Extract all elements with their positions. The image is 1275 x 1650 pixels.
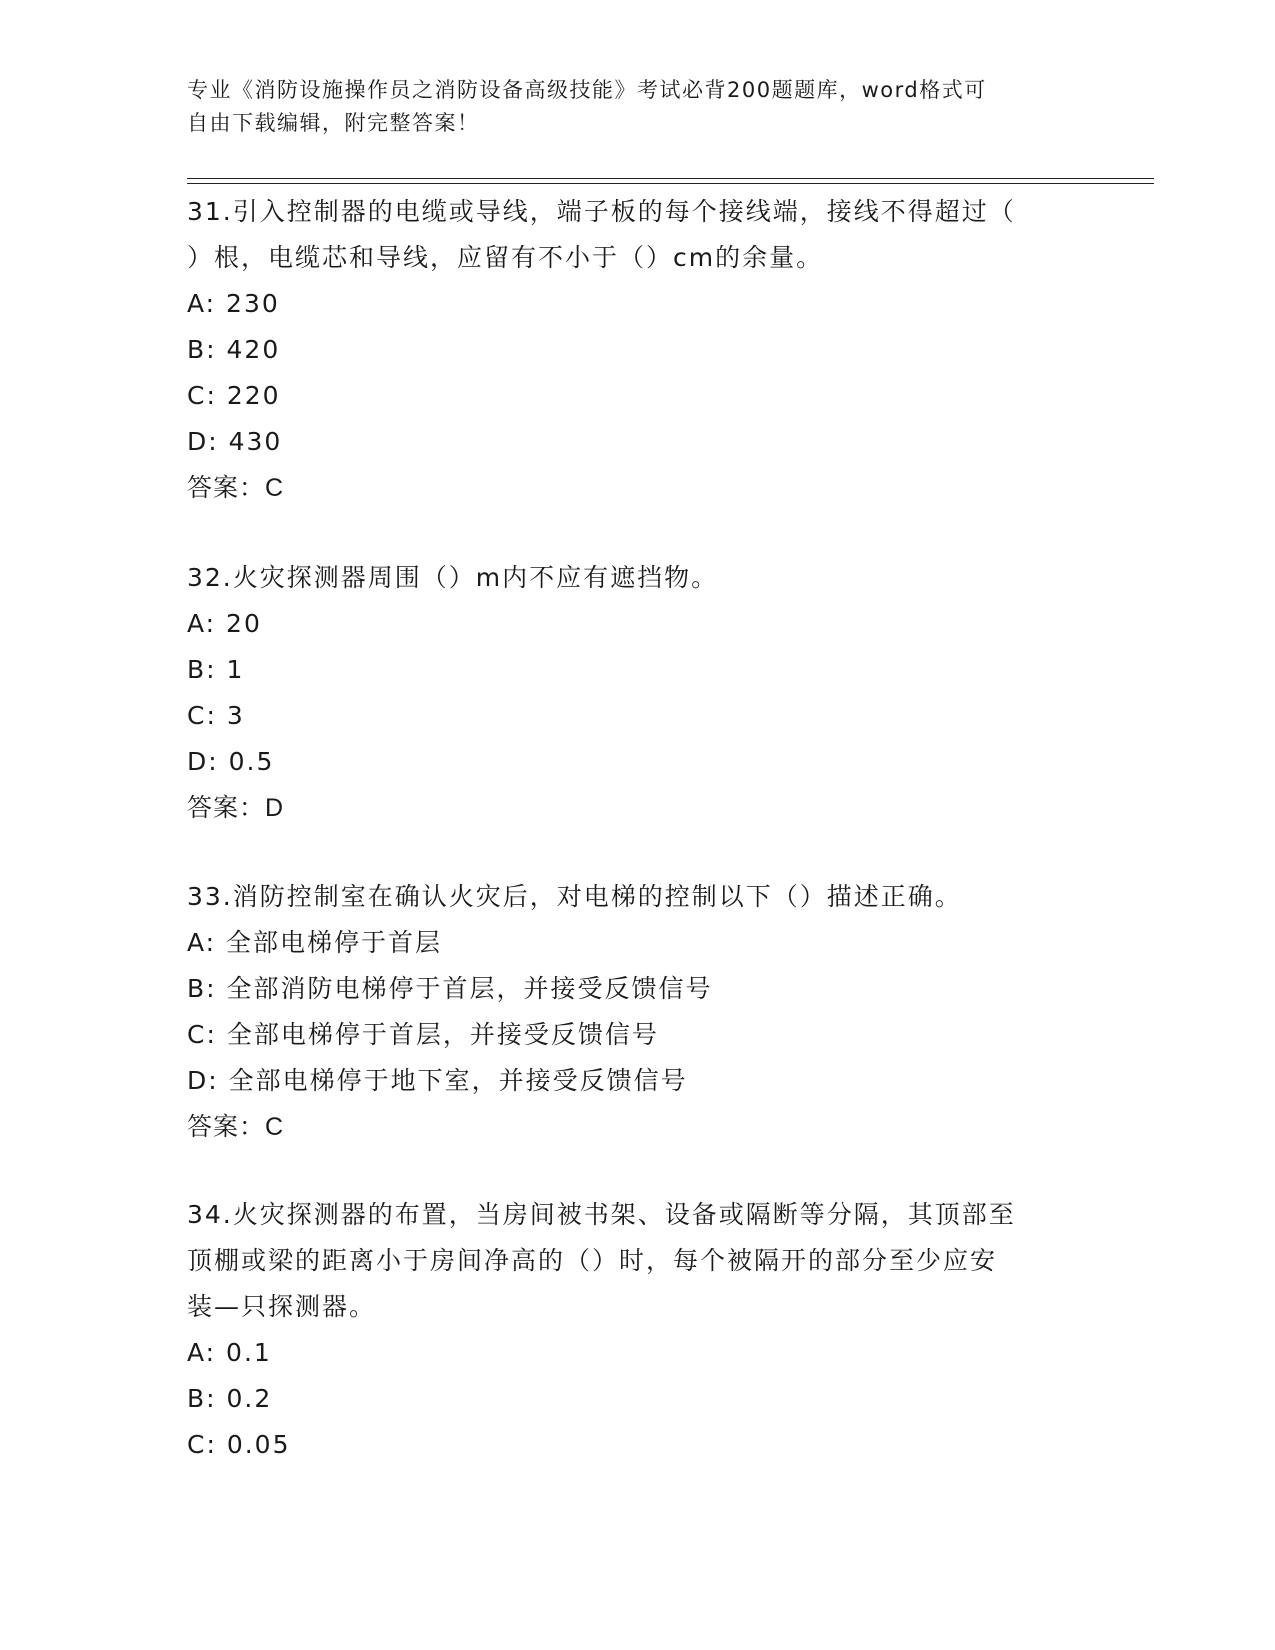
option-a: A: 全部电梯停于首层 [187,928,443,957]
question-34 [187,1192,1087,1468]
option-a: A: 20 [187,609,262,638]
option-a: A: 0.1 [187,1338,272,1367]
option-c: C: 220 [187,381,281,410]
option-c: C: 全部电梯停于首层，并接受反馈信号 [187,1020,659,1049]
option-b: B: 0.2 [187,1384,273,1413]
header-divider-bottom [187,183,1154,184]
option-a: A: 230 [187,289,280,318]
question-stem-line: 32.火灾探测器周围（）m内不应有遮挡物。 [187,563,719,592]
option-b: B: 全部消防电梯停于首层，并接受反馈信号 [187,974,713,1003]
answer-line: 答案：C [187,474,285,502]
question-31 [187,189,1087,511]
header-line-2: 自由下载编辑，附完整答案！ [187,111,480,135]
answer-line: 答案：C [187,1113,285,1141]
question-stem-line: ）根，电缆芯和导线，应留有不小于（）cm的余量。 [187,243,824,272]
question-stem-line: 31.引入控制器的电缆或导线，端子板的每个接线端，接线不得超过（ [187,197,1016,226]
header-divider-top [187,178,1154,179]
question-stem-line: 33.消防控制室在确认火灾后，对电梯的控制以下（）描述正确。 [187,882,962,911]
question-32 [187,555,1087,831]
answer-line: 答案：D [187,794,285,822]
option-d: D: 0.5 [187,747,275,776]
header-line-1: 专业《消防设施操作员之消防设备高级技能》考试必背200题题库，word格式可 [187,78,987,102]
option-c: C: 3 [187,701,245,730]
option-c: C: 0.05 [187,1430,291,1459]
document-header [187,74,1087,140]
option-b: B: 1 [187,655,245,684]
question-stem-line: 顶棚或梁的距离小于房间净高的（）时，每个被隔开的部分至少应安 [187,1246,998,1275]
option-d: D: 全部电梯停于地下室，并接受反馈信号 [187,1066,688,1095]
question-stem-line: 34.火灾探测器的布置，当房间被书架、设备或隔断等分隔，其顶部至 [187,1200,1016,1229]
option-d: D: 430 [187,427,283,456]
question-33 [187,874,1087,1150]
option-b: B: 420 [187,335,281,364]
question-stem-line: 装—只探测器。 [187,1292,377,1321]
